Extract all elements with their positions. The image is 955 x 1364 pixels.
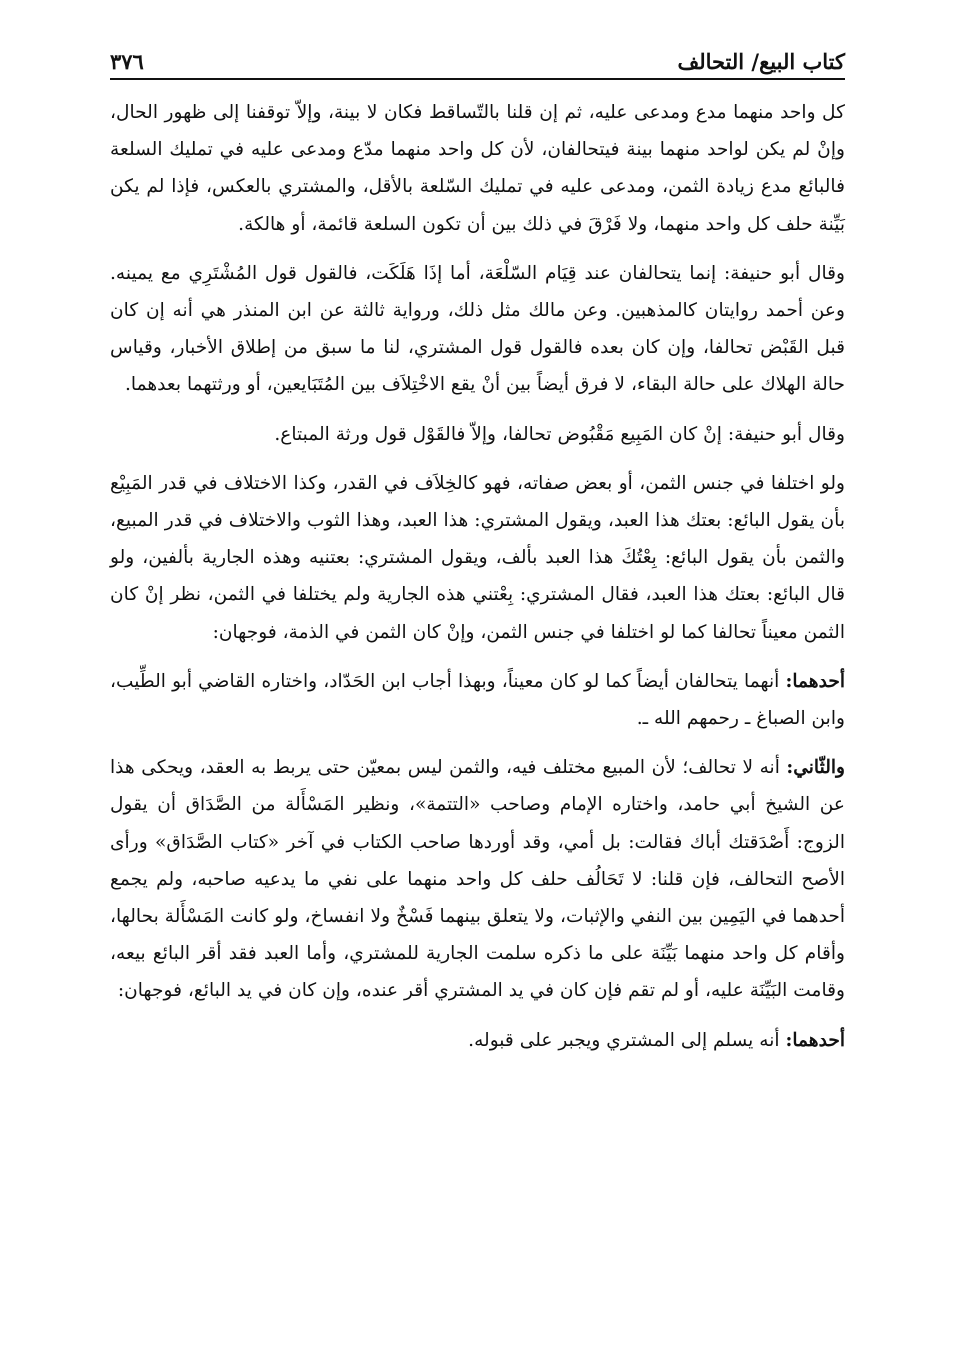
paragraph-6-text: أنه لا تحالف؛ لأن المبيع مختلف فيه، والثمن ليس بمعيّن حتى يربط به العقد، ويحكى هذا عن الشيخ أبي حامد، واختاره الإمام وصاحب «التتمة»، ونظير المَسْأَلة من الصَّدَاق أن يقول الزوج: أَصْدَقتك أباك فقالت: بل أمي، وقد أوردها صاحب الكتاب في آخر «كتاب الصَّدَاق» ورأى الأصح التحالف، فإن قلنا: لا تَحَالُف حلف كل واحد منهما على نفي ما يدعيه صاحبه، ولم يجمع أحدهما في اليَمِين بين النفي والإثبات، ولا يتعلق بينهما فَسْخٌ ولا انفساخ، ولو كانت المَسْأَلة بحالها، وأقام كل واحد منهما بَيِّنَة على ما ذكره سلمت الجارية للمشتري، وأما العبد فقد أقر البائع بيعه، وقامت البَيِّنَة عليه، أو لم تقم فإن كان في يد المشتري أقر عنده، وإن كان في يد البائع، فوجهان:	[110, 757, 845, 1002]
paragraph-5-lead: أحدهما:	[785, 670, 845, 692]
paragraph-6	[110, 749, 845, 1009]
page-body	[110, 94, 845, 1071]
paragraph-2: وقال أبو حنيفة: إنما يتحالفان عند قِيَام السّلْعَة، أما إذَا هَلَكَت، فالقول قول المُشْتَرِي مع يمينه. وعن أحمد روايتان كالمذهبين. وعن مالك مثل ذلك، ورواية ثالثة عن ابن المنذر هي أنه إن كان قبل القَبْض تحالفا، وإن كان بعده فالقول قول المشتري، لنا ما سبق من إطلاق الأخبار، وقياس حالة الهلاك على حالة البقاء، لا فرق أيضاً بين أنْ يقع الاخْتِلاَف بين المُتَبَايعين، أو ورثتهما بعدهما.	[110, 262, 845, 396]
paragraph-5-text: أنهما يتحالفان أيضاً كما لو كان معيناً، وبهذا أجاب ابن الحَدّاد، واختاره القاضي أبو الطِّيب، وابن الصباغ ـ رحمهم الله ـ.	[110, 670, 845, 730]
paragraph-6-lead: والثّاني:	[786, 757, 845, 779]
paragraph-7-text: أنه يسلم إلى المشتري ويجبر على قبوله.	[468, 1029, 786, 1051]
chapter-title: كتاب البيع/ التحالف	[677, 49, 845, 74]
paragraph-1: كل واحد منهما مدع ومدعى عليه، ثم إن قلنا بالتّساقط فكان لا بينة، وإلاّ توقفنا إلى ظهور الحال، وإنْ لم يكن لواحد منهما بينة فيتحالفان، لأن كل واحد منهما مدّع ومدعى عليه في تمليك السلعة فالبائع مدع زيادة الثمن، ومدعى عليه في تمليك السّلعة بالأقل، والمشتري بالعكس، فإذا لم يكن بَيِّنة حلف كل واحد منهما، ولا فَرْقَ في ذلك بين أن تكون السلعة قائمة، أو هالكة.	[110, 102, 845, 235]
paragraph-5	[110, 663, 845, 737]
paragraph-3: وقال أبو حنيفة: إنْ كان المَبِيع مَقْبُوض تحالفا، وإلاّ فالقَوْل قول ورثة المبتاع.	[274, 423, 845, 445]
page-number: ٣٧٦	[110, 49, 144, 74]
paragraph-4: ولو اختلفا في جنس الثمن، أو بعض صفاته، فهو كالخِلاَف في القدر، وكذا الاختلاف في قدر المَبِيْع بأن يقول البائع: بعتك هذا العبد، ويقول المشتري: هذا العبد، وهذا الثوب والاختلاف في قدر المبيع، والثمن بأن يقول البائع: بِعْتُكَ هذا العبد بألف، ويقول المشتري: بعتنيه وهذه الجارية بألفين، ولو قال البائع: بعتك هذا العبد، فقال المشتري: بِعْتني هذه الجارية ولم يختلفا في الثمن، نظر إنْ كان الثمن معيناً تحالفا كما لو اختلفا في جنس الثمن، وإنْ كان الثمن في الذمة، فوجهان:	[110, 472, 845, 643]
running-header	[110, 30, 845, 80]
paragraph-7	[110, 1022, 845, 1059]
paragraph-7-lead: أحدهما:	[785, 1029, 845, 1051]
